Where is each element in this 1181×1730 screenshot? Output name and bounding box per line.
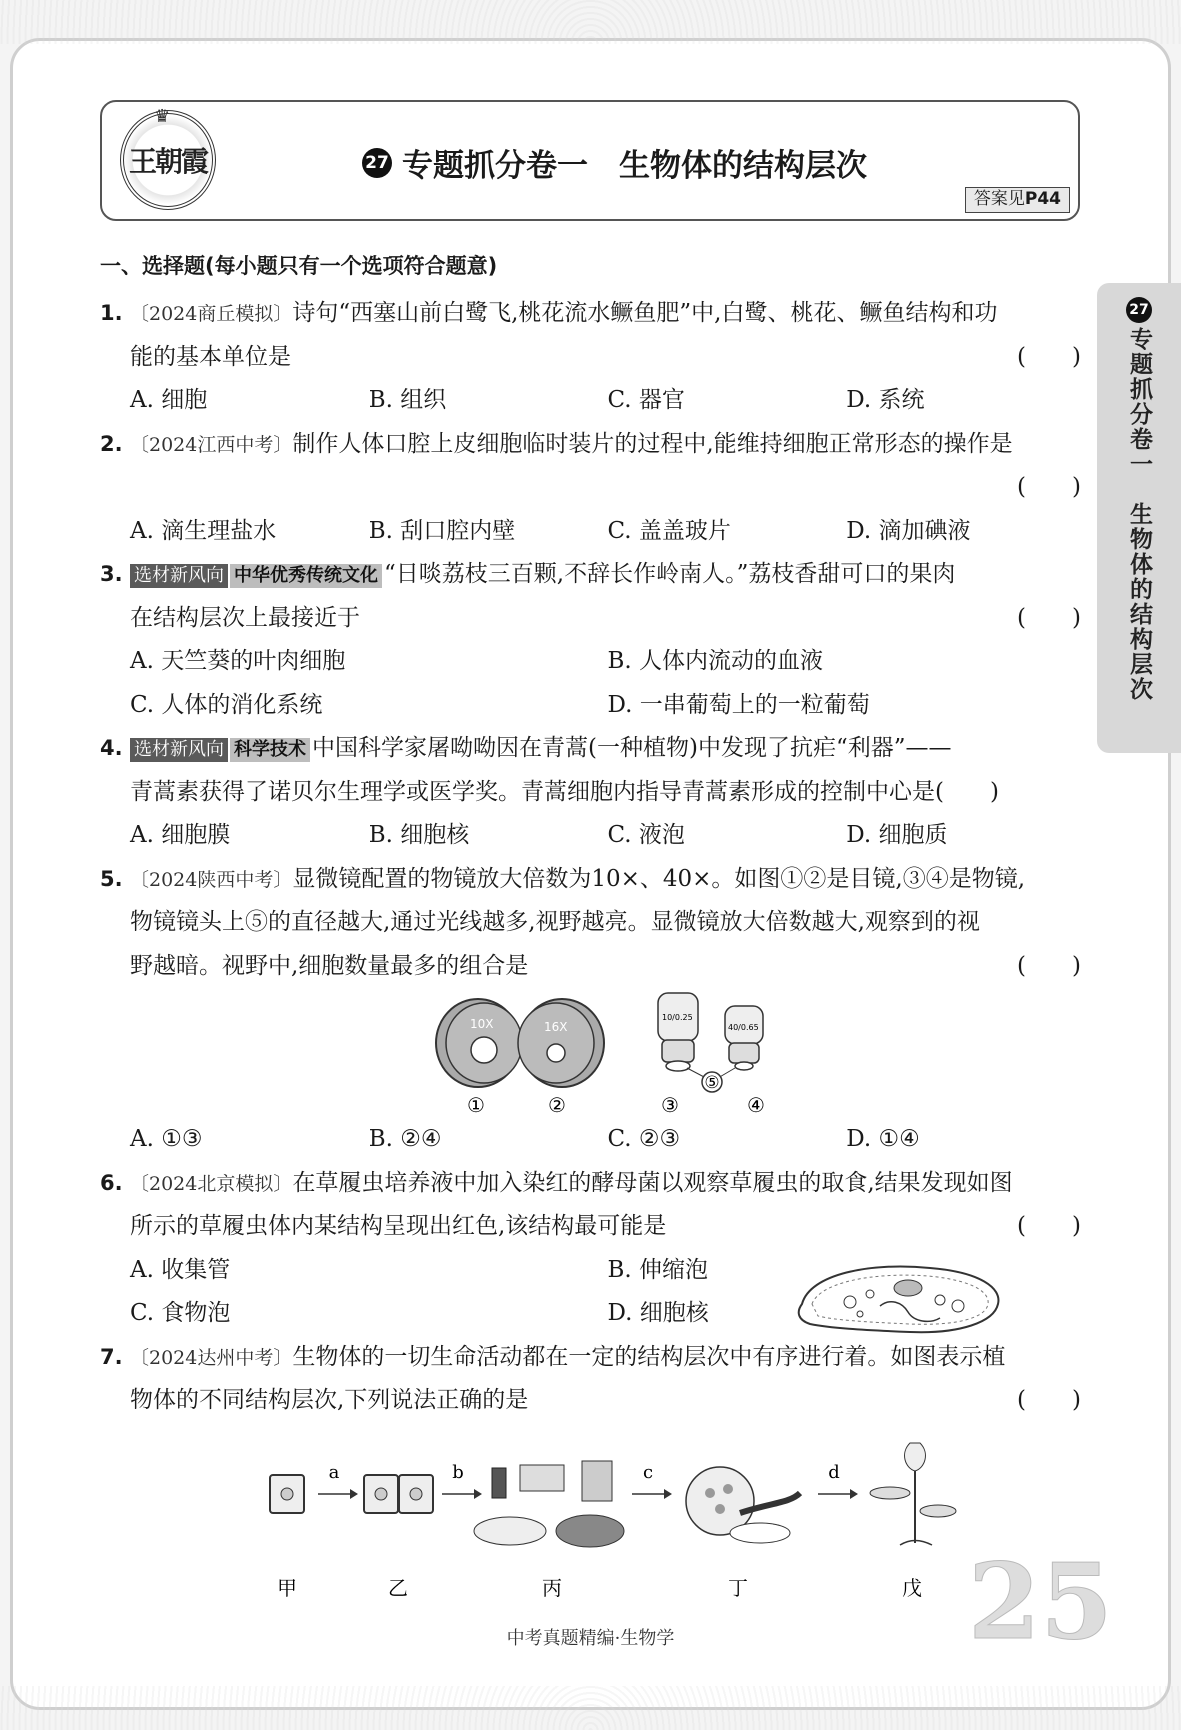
option-b[interactable]: B. 刮口腔内壁 (368, 517, 516, 544)
figure-label-jia: 甲 (277, 1575, 297, 1600)
option-a[interactable]: A. ①③ (130, 1126, 203, 1152)
option-c[interactable]: C. 食物泡 (130, 1300, 231, 1326)
page-footer: 中考真题精编·生物学 (506, 1628, 675, 1649)
figure-label-3: ③ (661, 1093, 679, 1117)
option-b[interactable]: B. 细胞核 (368, 822, 470, 848)
dividing-cells-stage (364, 1475, 433, 1513)
topic-tag: 选材新风向 (130, 738, 228, 762)
plant-structure-levels-figure (100, 1423, 1085, 1623)
objective-lens-2 (725, 1006, 763, 1070)
question-7: 7. 〔2024达州中考〕生物体的一切生命活动都在一定的结构层次中有序进行着。如图表示植 物体的不同结构层次,下列说法正确的是 ( ) a b c d 甲 乙 丙 丁 戊 (100, 1336, 1085, 1623)
option-c[interactable]: C. 器官 (607, 387, 685, 413)
decorative-border-bottom (0, 1686, 1181, 1730)
question-5: 5. 〔2024陕西中考〕显微镜配置的物镜放大倍数为10×、40×。如图①②是目镜,③④是物镜, 物镜镜头上⑤的直径越大,通过光线越多,视野越亮。显微镜放大倍数越大,观察到的视 野越暗。视野中,细胞数量最多的组合是 ( ) 10X 16X 10/0.25 40/0.65 ⑤ ① ② ③ ④ A. ①③ B. ②④ C. ②③ D. ①④ (100, 858, 1085, 1162)
option-c[interactable]: C. 液泡 (607, 822, 685, 848)
svg-text:d: d (828, 1461, 840, 1483)
answer-blank[interactable]: ( ) (1017, 604, 1081, 631)
options (100, 684, 1085, 728)
options (100, 379, 1085, 423)
svg-text:16X: 16X (544, 1020, 568, 1034)
decorative-border-top (0, 0, 1181, 44)
plant-stage (870, 1443, 956, 1545)
option-d[interactable]: D. ①④ (846, 1126, 920, 1152)
svg-text:10X: 10X (470, 1017, 494, 1031)
option-a[interactable]: A. 滴生理盐水 (130, 517, 277, 544)
crown-icon: ♛ (154, 106, 171, 127)
question-4: 4. 选材新风向 科学技术 中国科学家屠呦呦因在青蒿(一种植物)中发现了抗疟“利器”—— 青蒿素获得了诺贝尔生理学或医学奖。青蒿细胞内指导青蒿素形成的控制中心是( ) A. 细胞膜 B. 细胞核 C. 液泡 D. 细胞质 (100, 727, 1085, 858)
answer-blank[interactable]: ( ) (1017, 952, 1081, 979)
answer-blank[interactable]: ( ) (1017, 1213, 1081, 1239)
chapter-number-badge: 27 (362, 148, 392, 178)
option-c[interactable]: C. 人体的消化系统 (130, 691, 323, 718)
option-d[interactable]: D. 系统 (846, 387, 925, 413)
figure-label-1: ① (467, 1093, 485, 1117)
svg-text:c: c (642, 1461, 654, 1483)
option-b[interactable]: B. 伸缩泡 (607, 1256, 709, 1283)
figure-label-yi: 乙 (388, 1575, 408, 1600)
option-a[interactable]: A. 细胞膜 (130, 822, 231, 848)
arrow-d (818, 1462, 858, 1499)
option-c[interactable]: C. 盖盖玻片 (607, 517, 731, 544)
answer-reference-badge: 答案见P44 (965, 187, 1070, 213)
answer-blank[interactable]: ( ) (1017, 1387, 1081, 1413)
arrow-b (442, 1462, 482, 1499)
svg-text:40/0.65: 40/0.65 (728, 1023, 759, 1032)
page-number: 25 (968, 1540, 1113, 1663)
question-6: 6. 〔2024北京模拟〕在草履虫培养液中加入染红的酵母菌以观察草履虫的取食,结果发现如图 所示的草履虫体内某结构呈现出红色,该结构最可能是 ( ) A. 收集管 B. 伸缩泡 C. 食物泡 D. 细胞核 (100, 1162, 1085, 1336)
figure-label-bing: 丙 (542, 1575, 562, 1600)
objective-lens-1 (658, 993, 698, 1071)
page-header (100, 100, 1080, 221)
question-1: 1. 〔2024商丘模拟〕诗句“西塞山前白鹭飞,桃花流水鳜鱼肥”中,白鹭、桃花、鳜鱼结构和功 能的基本单位是 ( ) A. 细胞 B. 组织 C. 器官 D. 系统 (100, 292, 1085, 423)
page-title (362, 140, 922, 185)
topic-tag: 科学技术 (230, 738, 310, 762)
structure-levels-svg (100, 1423, 1085, 1623)
arrow-c (632, 1462, 672, 1499)
microscope-lens-figure (100, 988, 1085, 1118)
question-content (100, 250, 1085, 1623)
section-title: 一、选择题(每小题只有一个选项符合题意) (100, 254, 498, 278)
svg-text:a: a (328, 1461, 340, 1483)
eyepiece-2 (518, 999, 604, 1087)
logo-text: 王朝霞 (128, 145, 207, 178)
option-d[interactable]: D. 一串葡萄上的一粒葡萄 (607, 691, 870, 718)
options (100, 814, 1085, 858)
answer-blank[interactable]: ( ) (1017, 343, 1081, 370)
paramecium-illustration (790, 1254, 1010, 1340)
option-a[interactable]: A. 收集管 (130, 1256, 231, 1283)
option-b[interactable]: B. ②④ (368, 1126, 442, 1152)
figure-label-5: ⑤ (704, 1073, 720, 1093)
options (100, 640, 1085, 684)
option-d[interactable]: D. 细胞核 (607, 1300, 709, 1326)
microscope-lens-svg (100, 988, 1085, 1118)
figure-label-wu: 戊 (902, 1575, 922, 1600)
arrow-a (318, 1462, 358, 1499)
svg-text:b: b (452, 1461, 464, 1483)
figure-label-2: ② (548, 1093, 566, 1117)
eyepiece-1 (436, 999, 522, 1087)
option-a[interactable]: A. 天竺葵的叶肉细胞 (130, 648, 346, 674)
side-tab-text: 专题抓分卷一 生物体的结构层次 (1126, 327, 1152, 702)
tissues-stage (474, 1461, 624, 1547)
option-b[interactable]: B. 组织 (368, 387, 447, 413)
option-b[interactable]: B. 人体内流动的血液 (607, 648, 824, 674)
page-title-text: 专题抓分卷一 生物体的结构层次 (402, 148, 867, 184)
publisher-logo (120, 106, 216, 210)
chapter-side-tab (1097, 283, 1181, 753)
option-d[interactable]: D. 滴加碘液 (846, 517, 971, 544)
question-2: 2. 〔2024江西中考〕制作人体口腔上皮细胞临时装片的过程中,能维持细胞正常形态的操作是 ( ) A. 滴生理盐水 B. 刮口腔内壁 C. 盖盖玻片 D. 滴加碘液 (100, 423, 1085, 554)
organ-stage (686, 1467, 800, 1543)
option-a[interactable]: A. 细胞 (130, 387, 208, 413)
figure-label-4: ④ (747, 1093, 765, 1117)
topic-tag: 中华优秀传统文化 (230, 564, 382, 588)
figure-label-ding: 丁 (728, 1575, 748, 1600)
option-c[interactable]: C. ②③ (607, 1126, 681, 1152)
cell-stage (270, 1475, 304, 1513)
topic-tag: 选材新风向 (130, 564, 228, 588)
side-tab-number: 27 (1126, 297, 1152, 323)
option-d[interactable]: D. 细胞质 (846, 822, 948, 848)
options (100, 1118, 1085, 1162)
svg-text:10/0.25: 10/0.25 (662, 1013, 693, 1022)
question-3: 3. 选材新风向 中华优秀传统文化 “日啖荔枝三百颗,不辞长作岭南人。”荔枝香甜可口的果肉 在结构层次上最接近于 ( ) A. 天竺葵的叶肉细胞 B. 人体内流动的血液 C. 人体的消化系统 D. 一串葡萄上的一粒葡萄 (100, 553, 1085, 727)
answer-blank[interactable]: ( ) (1017, 474, 1081, 500)
options (100, 510, 1085, 554)
